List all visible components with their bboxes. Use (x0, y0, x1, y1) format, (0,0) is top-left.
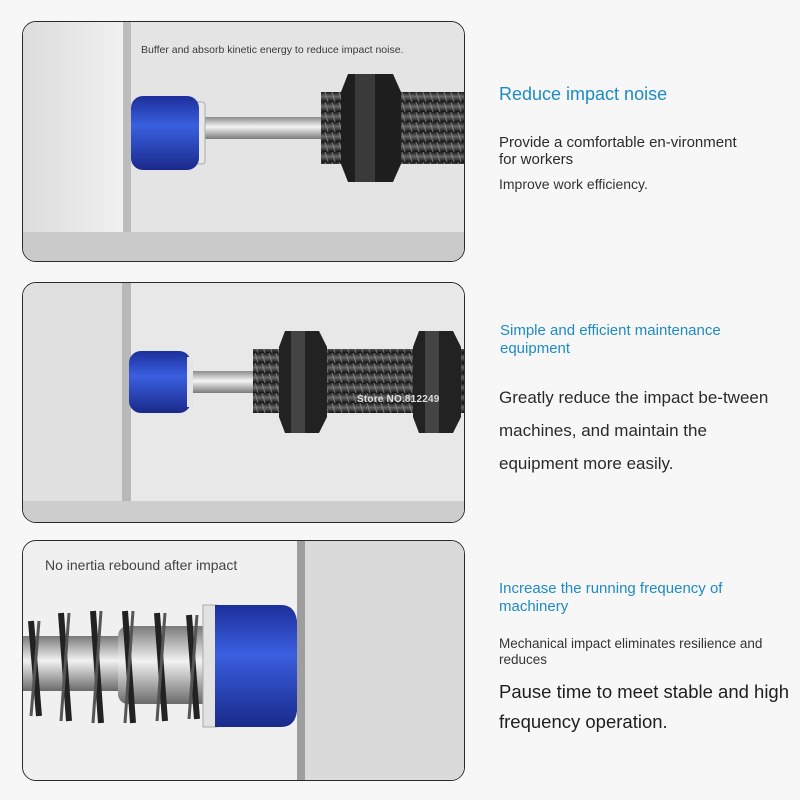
feature-title: Increase the running frequency of machinery (499, 580, 723, 615)
product-image-noise-reduction (22, 21, 465, 262)
feature-title: Reduce impact noise (499, 84, 668, 104)
feature-description: Greatly reduce the impact be-tween machines, and maintain the equipment more easily. (499, 388, 769, 473)
panel-caption: No inertia rebound after impact (45, 557, 238, 573)
feature-title: Simple and efficient maintenance equipment (500, 322, 721, 357)
store-watermark: Store NO.812249 (357, 394, 440, 405)
spring-shock-absorber-illustration (23, 541, 464, 780)
feature-description: Provide a comfortable en-vironment for workers (499, 134, 737, 168)
panel-caption: Buffer and absorb kinetic energy to reduce impact noise. (141, 44, 404, 56)
product-image-no-rebound (22, 540, 465, 781)
feature-note: Mechanical impact eliminates resilience and reduces (499, 636, 763, 667)
shock-absorber-illustration-1 (23, 22, 464, 261)
product-image-maintenance (22, 282, 465, 523)
feature-description: Pause time to meet stable and high frequency operation. (499, 681, 790, 732)
feature-note: Improve work efficiency. (499, 176, 648, 192)
